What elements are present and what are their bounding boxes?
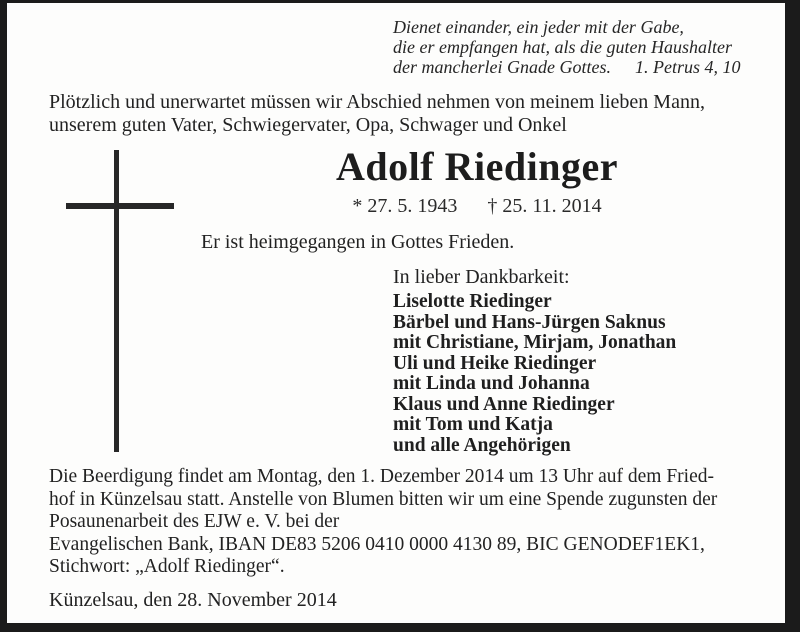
mourner-line: Bärbel und Hans-Jürgen Saknus <box>393 311 666 333</box>
mourner-line: Liselotte Riedinger <box>393 291 552 312</box>
obituary-sheet <box>7 3 785 623</box>
mourner-line: mit Linda und Johanna <box>393 373 590 394</box>
quote-line-3-row <box>393 57 740 77</box>
deceased-header <box>197 143 757 218</box>
funeral-line-2: hof in Künzelsau statt. Anstelle von Blumen bitten wir um eine Spende zugunsten der <box>49 488 718 510</box>
quote-line-1: Dienet einander, ein jeder mit der Gabe, <box>393 17 684 37</box>
cross-horizontal-bar <box>66 203 174 209</box>
quote-line-3: der mancherlei Gnade Gottes. <box>393 57 611 77</box>
mourner-line: mit Christiane, Mirjam, Jonathan <box>393 332 677 353</box>
cross-vertical-bar <box>114 150 119 452</box>
mourner-line: und alle Angehörigen <box>393 434 571 456</box>
funeral-line-1: Die Beerdigung findet am Montag, den 1. Dezember 2014 um 13 Uhr auf dem Fried- <box>49 466 714 487</box>
mourners-list <box>393 292 676 456</box>
death-date: † 25. 11. 2014 <box>487 195 602 217</box>
gratitude-heading: In lieber Dankbarkeit: <box>393 266 570 288</box>
quote-attribution: 1. Petrus 4, 10 <box>634 57 741 77</box>
deceased-name: Adolf Riedinger <box>336 144 618 189</box>
funeral-details <box>49 466 717 579</box>
mourner-line: Uli und Heike Riedinger <box>393 352 597 374</box>
city-dateline: Künzelsau, den 28. November 2014 <box>49 589 337 611</box>
mourner-line: mit Tom und Katja <box>393 414 553 435</box>
bible-quote <box>393 17 740 77</box>
intro-line-1: Plötzlich und unerwartet müssen wir Abschied nehmen von meinem lieben Mann, <box>49 91 705 113</box>
life-dates <box>197 195 757 218</box>
funeral-line-3: Posaunenarbeit des EJW e. V. bei der <box>49 511 340 532</box>
funeral-line-4: Evangelischen Bank, IBAN DE83 5206 0410 0000 4130 89, BIC GENODEF1EK1, <box>49 533 705 555</box>
mourner-line: Klaus und Anne Riedinger <box>393 393 615 415</box>
birth-date: * 27. 5. 1943 <box>352 195 458 217</box>
farewell-message: Er ist heimgegangen in Gottes Frieden. <box>201 231 515 253</box>
funeral-line-5: Stichwort: „Adolf Riedinger“. <box>49 556 285 577</box>
intro-paragraph <box>49 91 705 136</box>
quote-line-2: die er empfangen hat, als die guten Haushalter <box>393 37 732 57</box>
intro-line-2: unserem guten Vater, Schwiegervater, Opa, Schwager und Onkel <box>49 113 567 136</box>
